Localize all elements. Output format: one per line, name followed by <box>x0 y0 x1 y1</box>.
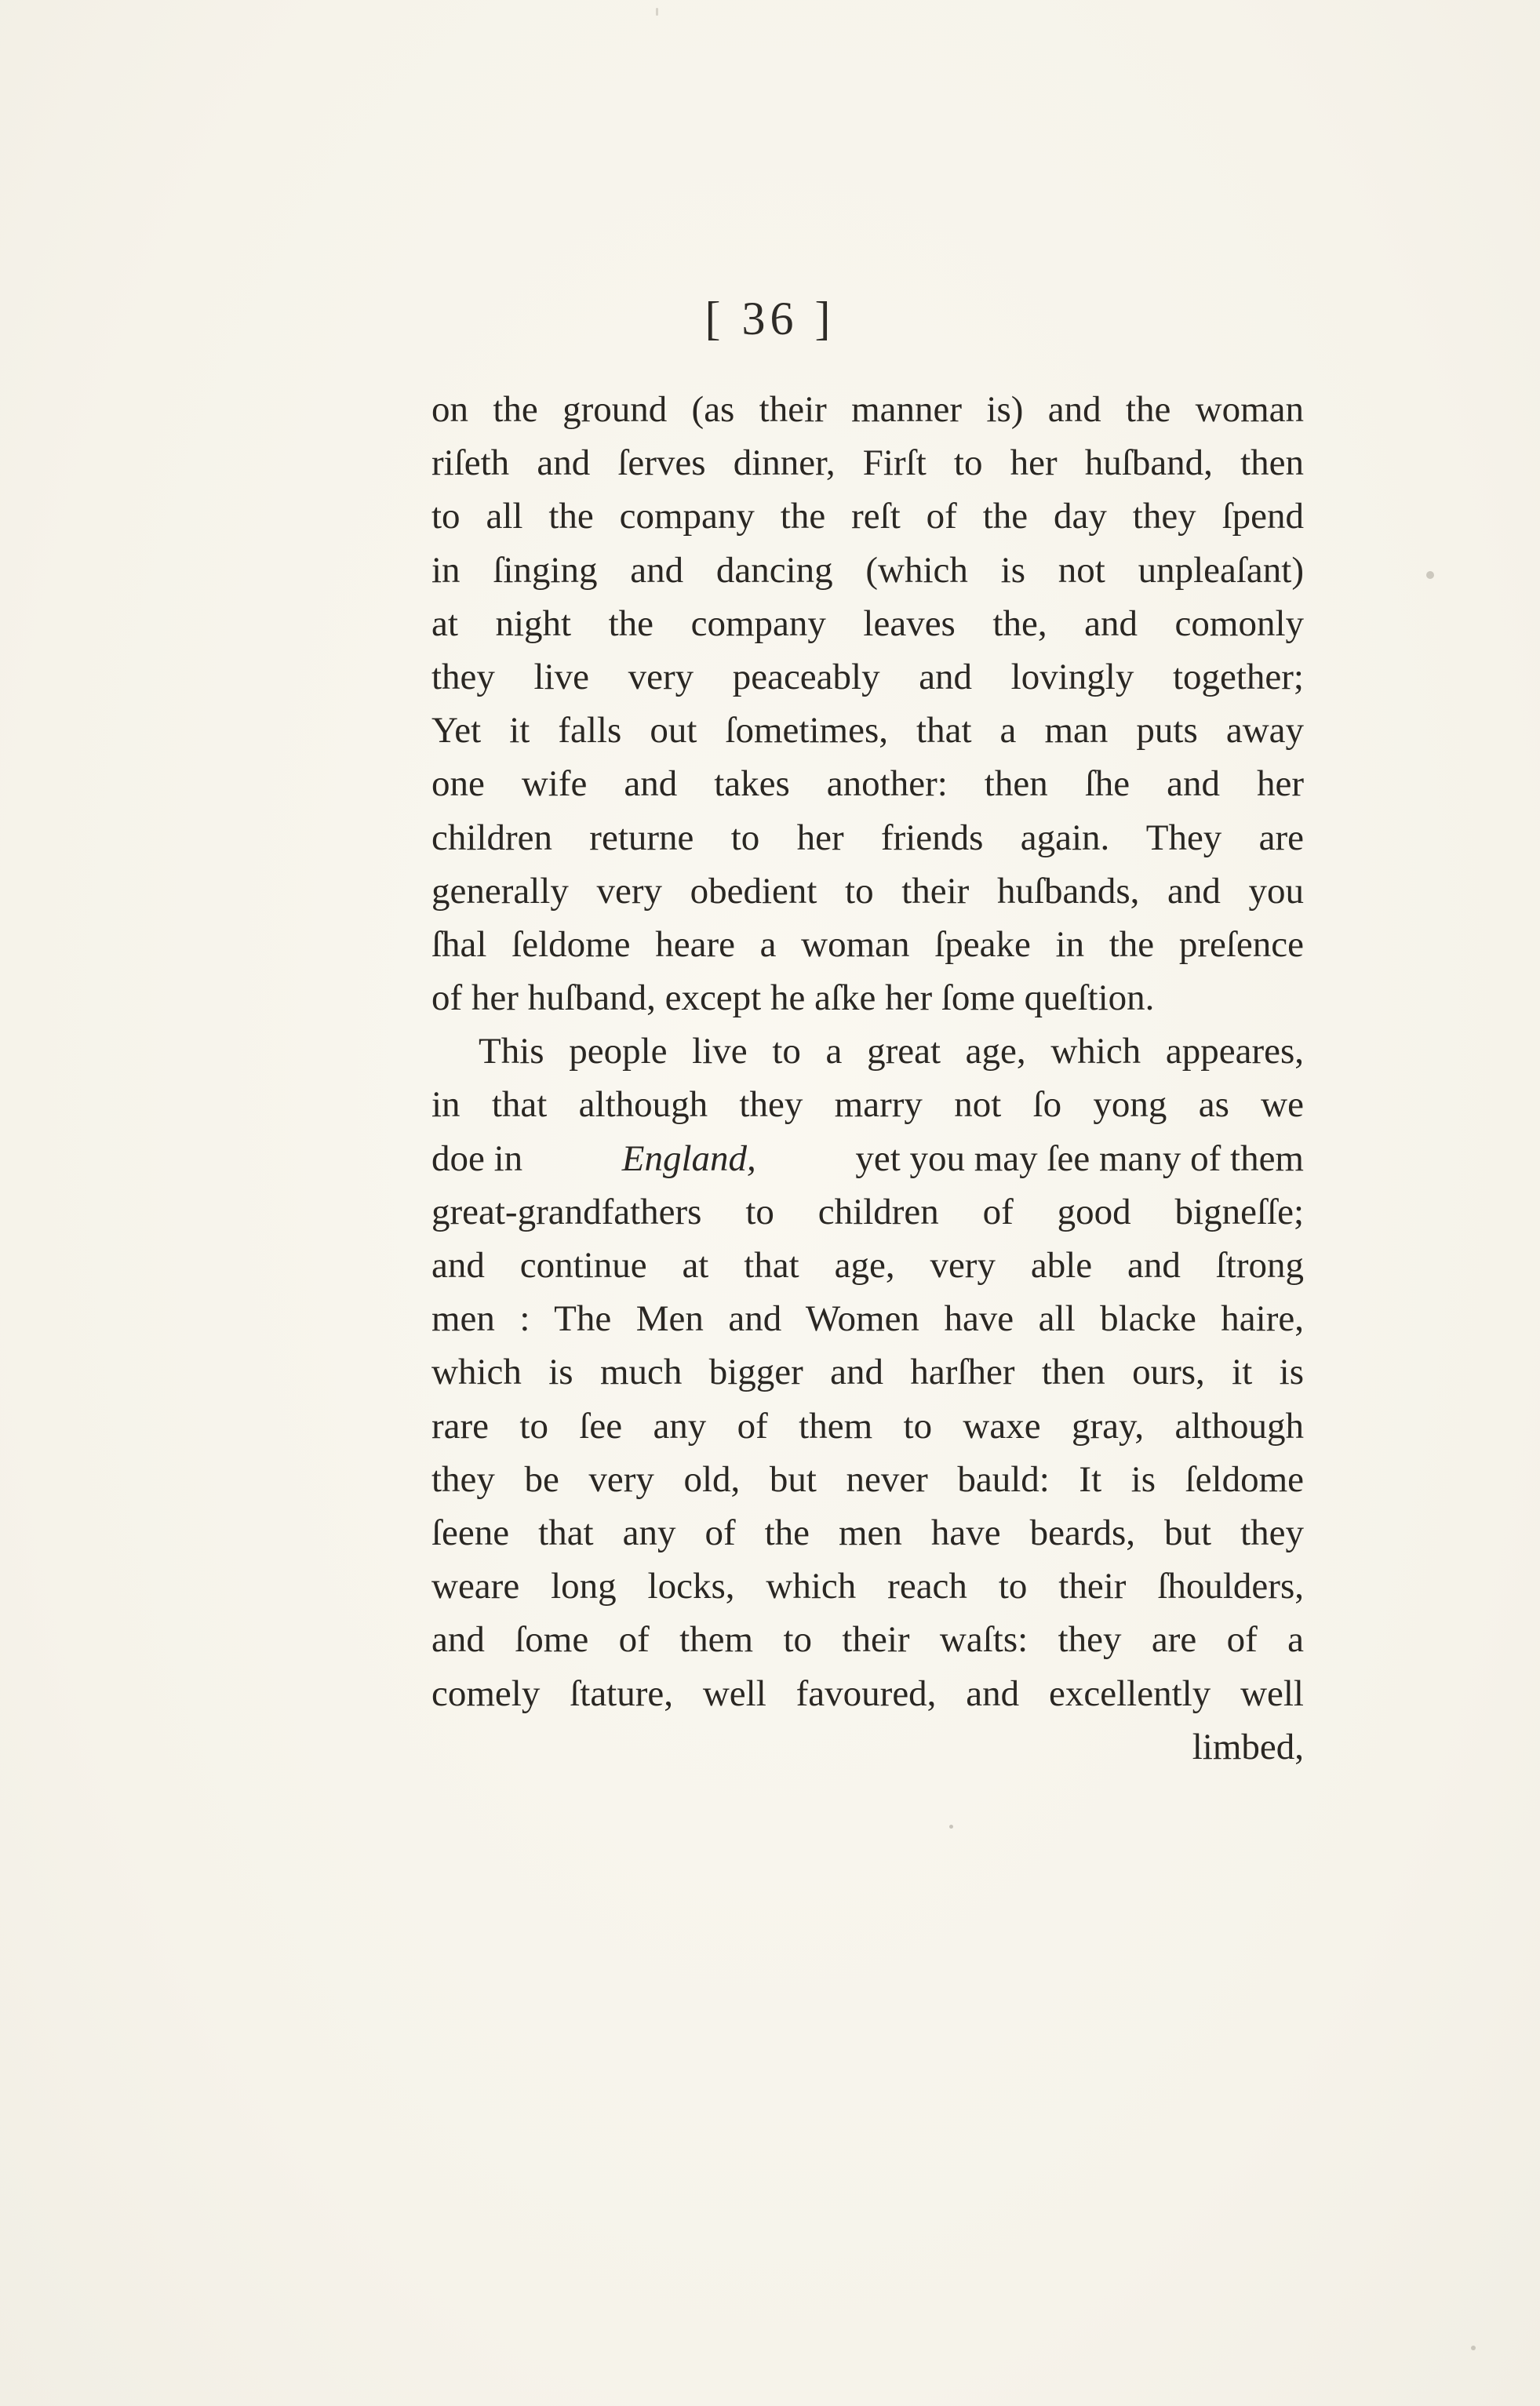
text-line: children returne to her friends again. They are <box>431 817 1304 858</box>
text-line: to all the company the reſt of the day they ſpend <box>431 496 1304 537</box>
text-line: they live very peaceably and lovingly together; <box>431 656 1304 697</box>
text-line: men : The Men and Women have all blacke haire, <box>431 1298 1304 1340</box>
text-line-england <box>431 1132 1304 1185</box>
text-line: one wife and takes another: then ſhe and her <box>431 763 1304 805</box>
page-number: [ 36 ] <box>704 293 836 344</box>
text-line: rare to ſee any of them to waxe gray, although <box>431 1405 1304 1447</box>
body-text <box>431 383 1304 1774</box>
text-line: which is much bigger and harſher then ours, it is <box>431 1352 1304 1393</box>
text-line: Yet it falls out ſometimes, that a man puts away <box>431 710 1304 752</box>
text-line: ſeene that any of the men have beards, but they <box>431 1512 1304 1553</box>
england-line-content <box>431 1132 1304 1185</box>
text-line: at night the company leaves the, and comonly <box>431 602 1304 644</box>
text-line: comely ſtature, well favoured, and excellently well <box>431 1673 1304 1714</box>
paper-speck <box>1426 571 1434 579</box>
text-line: and continue at that age, very able and ſtrong <box>431 1245 1304 1286</box>
england-italic-word: England, <box>621 1137 756 1179</box>
text-line: in that although they marry not ſo yong as we <box>431 1084 1304 1126</box>
england-line-after: yet you may ſee many of them <box>855 1137 1304 1179</box>
text-line: on the ground (as their manner is) and the woman <box>431 389 1304 430</box>
text-line: riſeth and ſerves dinner, Firſt to her huſband, then <box>431 442 1304 484</box>
paper-speck <box>656 8 658 16</box>
text-line: generally very obedient to their huſbands, and you <box>431 870 1304 912</box>
text-line: and ſome of them to their waſts: they are of a <box>431 1619 1304 1661</box>
text-line-paragraph-end: of her huſband, except he aſke her ſome queſtion. <box>431 977 1155 1019</box>
text-line: in ſinging and dancing (which is not unpleaſant) <box>431 549 1304 591</box>
text-line: great-grandfathers to children of good bigneſſe; <box>431 1191 1304 1232</box>
text-line: they be very old, but never bauld: It is ſeldome <box>431 1458 1304 1500</box>
england-line-before: doe in <box>431 1137 523 1179</box>
catchword: limbed, <box>1192 1726 1304 1767</box>
text-line: weare long locks, which reach to their ſhoulders, <box>431 1566 1304 1607</box>
text-line-paragraph-start: This people live to a great age, which appeares, <box>479 1031 1304 1072</box>
paper-speck <box>1471 2346 1476 2350</box>
paper-speck <box>949 1825 953 1829</box>
text-line: ſhal ſeldome heare a woman ſpeake in the preſence <box>431 923 1304 965</box>
